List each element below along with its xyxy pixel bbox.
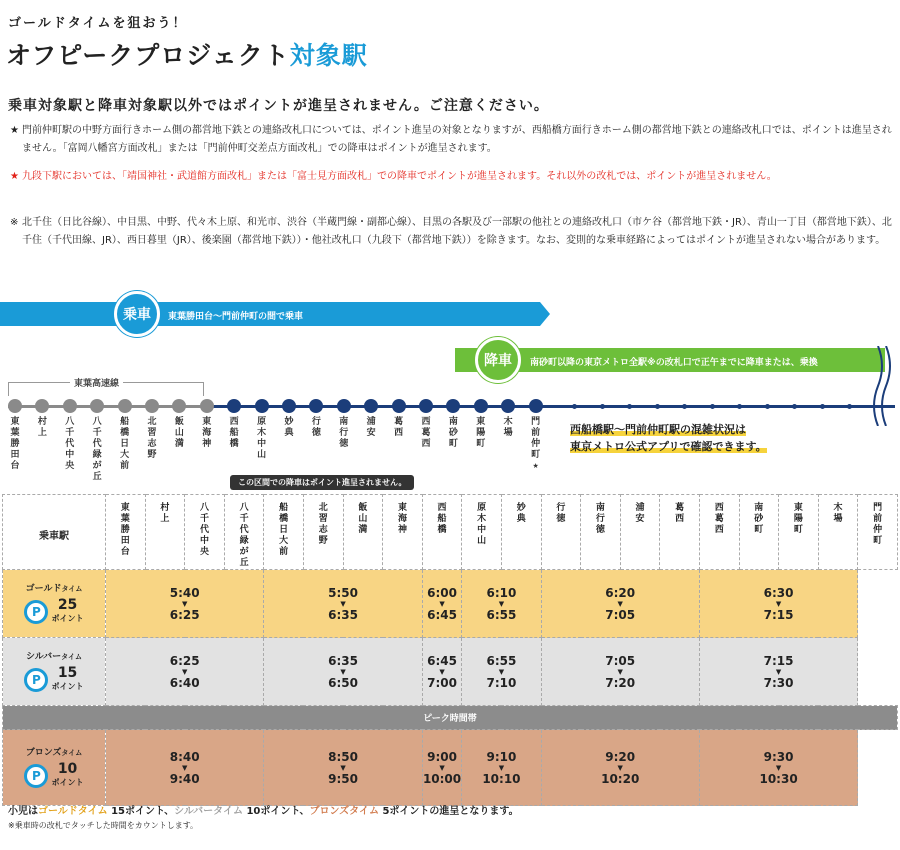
station-dot xyxy=(145,399,159,413)
callout-line-2: 東京メトロ公式アプリで確認できます。 xyxy=(570,440,767,453)
small-station-dot xyxy=(710,404,715,409)
title-main: オフピークプロジェクト xyxy=(6,41,290,70)
time-end: 6:50 xyxy=(328,675,358,690)
tap-time-note: ※乗車時の改札でタッチした時間をカウントします。 xyxy=(8,821,199,830)
time-end: 10:20 xyxy=(601,771,640,786)
point-icon: P xyxy=(24,600,48,624)
time-start: 6:45 xyxy=(427,653,457,668)
station-name: 妙 典 xyxy=(284,417,294,438)
station-dot xyxy=(90,399,104,413)
station-dot xyxy=(364,399,378,413)
station-name: 村 上 xyxy=(37,417,47,438)
down-arrow-icon: ▼ xyxy=(617,667,623,676)
point-icon: P xyxy=(24,764,48,788)
line-break-icon xyxy=(872,346,900,426)
station-name: 南 行 徳 xyxy=(339,417,349,449)
station-name: 葛 西 xyxy=(394,417,404,438)
time-end: 9:40 xyxy=(169,771,200,786)
down-arrow-icon: ▼ xyxy=(498,599,505,608)
fn-bronze: ブロンズタイム xyxy=(309,806,379,817)
point-icon: P xyxy=(24,668,48,692)
time-start: 9:00 xyxy=(427,749,457,764)
station-name: 南 砂 町 xyxy=(448,417,458,449)
silver-label-name: シルバー xyxy=(25,652,62,662)
time-end: 7:05 xyxy=(605,607,636,622)
time-end: 6:35 xyxy=(328,607,358,622)
note-3-mark: ※ xyxy=(10,217,19,228)
child-points-note xyxy=(8,802,519,817)
time-start: 9:20 xyxy=(605,749,636,764)
bronze-time-cell xyxy=(462,730,541,806)
down-arrow-icon: ▼ xyxy=(498,763,505,772)
note-1-text: 門前仲町駅の中野方面行きホーム側の都営地下鉄との連絡改札口については、ポイント進呈の対象となりますが、西船橋方面行きホーム側の都営地下鉄との連絡改札口では、ポイントは進呈されません。「富岡八幡宮方面改札」または「門前仲町交差点方面改札」での降車はポイントが進呈されます。 xyxy=(22,125,892,154)
header-cell: 西 船 橋 xyxy=(422,495,462,570)
small-station-dot xyxy=(627,404,632,409)
time-end: 9:50 xyxy=(328,771,358,786)
bronze-time-cell xyxy=(422,730,462,806)
fn-silver-pts: 10ポイント、 xyxy=(242,806,310,817)
time-end: 6:40 xyxy=(169,675,200,690)
subtitle: ゴールドタイムを狙おう！ xyxy=(8,16,188,31)
ride-text: 東葉勝田台〜門前仲町の間で乗車 xyxy=(168,312,304,322)
header-row xyxy=(3,495,898,570)
bronze-time-cell xyxy=(699,730,857,806)
down-arrow-icon: ▼ xyxy=(439,667,445,676)
gold-label xyxy=(3,570,106,638)
header-cell: 浦 安 xyxy=(620,495,660,570)
silver-time-cell xyxy=(541,638,699,706)
header-cell: 村 上 xyxy=(145,495,185,570)
down-arrow-icon: ▼ xyxy=(181,763,188,772)
fn-bronze-pts: 5ポイントの進呈となります。 xyxy=(378,806,519,817)
small-station-dot xyxy=(792,404,797,409)
bronze-row xyxy=(3,730,898,806)
time-start: 7:15 xyxy=(763,653,794,668)
bronze-points-unit: ポイント xyxy=(51,778,84,787)
bronze-time-cell xyxy=(541,730,699,806)
congestion-callout xyxy=(570,421,767,455)
down-arrow-icon: ▼ xyxy=(498,667,505,676)
small-station-dot xyxy=(682,404,687,409)
down-arrow-icon: ▼ xyxy=(439,599,445,608)
note-1-star-icon: ★ xyxy=(10,125,19,136)
station-dot xyxy=(172,399,186,413)
header-cell: 東 海 神 xyxy=(383,495,423,570)
time-end: 7:30 xyxy=(763,675,794,690)
down-arrow-icon: ▼ xyxy=(617,763,623,772)
station-name: 浦 安 xyxy=(366,417,376,438)
time-start: 8:50 xyxy=(328,749,358,764)
gold-time-cell xyxy=(699,570,857,638)
station-name: 船 橋 日 大 前 xyxy=(120,417,130,471)
station-name: 飯 山 満 xyxy=(174,417,184,449)
time-start: 6:10 xyxy=(486,585,517,600)
station-name: 東 陽 町 xyxy=(476,417,486,449)
time-start: 9:30 xyxy=(763,749,794,764)
header-cell: 葛 西 xyxy=(660,495,700,570)
note-1 xyxy=(8,122,896,158)
note-2-text: 九段下駅においては、「靖国神社・武道館方面改札」または「富士見方面改札」での降車でポイントが進呈されます。それ以外の改札では、ポイントが進呈されません。 xyxy=(22,171,777,182)
corner-cell: 乗車駅 xyxy=(3,495,106,570)
small-station-dot xyxy=(847,404,852,409)
note-2 xyxy=(8,168,896,186)
station-dot xyxy=(227,399,241,413)
bronze-time-cell xyxy=(264,730,422,806)
time-start: 6:25 xyxy=(169,653,200,668)
route-diagram xyxy=(0,290,900,490)
fn-silver: シルバータイム xyxy=(174,806,243,817)
gold-time-cell xyxy=(422,570,462,638)
down-arrow-icon: ▼ xyxy=(617,599,623,608)
time-start: 9:10 xyxy=(486,749,517,764)
station-dot xyxy=(255,399,269,413)
silver-row xyxy=(3,638,898,706)
header-cell: 原 木 中 山 xyxy=(462,495,502,570)
header-cell: 門 前 仲 町 xyxy=(858,495,898,570)
page-title xyxy=(6,36,368,72)
header-cell: 南 砂 町 xyxy=(739,495,779,570)
time-end: 7:20 xyxy=(605,675,636,690)
time-start: 6:00 xyxy=(427,585,457,600)
gold-time-cell xyxy=(462,570,541,638)
station-dot xyxy=(337,399,351,413)
down-arrow-icon: ▼ xyxy=(775,763,782,772)
time-end: 7:15 xyxy=(763,607,794,622)
station-name: 行 徳 xyxy=(311,417,321,438)
station-dot xyxy=(392,399,406,413)
fn-pre: 小児は xyxy=(8,806,38,817)
small-station-dot xyxy=(655,404,660,409)
time-start: 6:20 xyxy=(605,585,636,600)
silver-label-suffix: タイム xyxy=(61,653,83,661)
down-arrow-icon: ▼ xyxy=(340,599,346,608)
station-dot xyxy=(419,399,433,413)
timetable xyxy=(2,494,898,806)
gold-time-cell xyxy=(264,570,422,638)
time-start: 6:35 xyxy=(328,653,358,668)
gold-points-unit: ポイント xyxy=(51,614,84,623)
down-arrow-icon: ▼ xyxy=(775,599,782,608)
alight-text: 南砂町以降の東京メトロ全駅※の改札口で正午までに降車または、乗換 xyxy=(530,358,818,368)
time-end: 6:55 xyxy=(486,607,517,622)
bronze-time-cell xyxy=(106,730,264,806)
lead-text: 乗車対象駅と降車対象駅以外ではポイントが進呈されません。ご注意ください。 xyxy=(8,98,549,114)
silver-time-cell xyxy=(462,638,541,706)
header-cell: 南 行 徳 xyxy=(581,495,621,570)
down-arrow-icon: ▼ xyxy=(340,667,346,676)
station-dot xyxy=(474,399,488,413)
station-dot xyxy=(501,399,515,413)
time-end: 7:10 xyxy=(486,675,517,690)
silver-time-cell xyxy=(264,638,422,706)
silver-time-cell xyxy=(106,638,264,706)
header-cell: 東 陽 町 xyxy=(779,495,819,570)
station-name: 西 船 橋 xyxy=(229,417,239,449)
fn-gold-pts: 15ポイント、 xyxy=(107,806,175,817)
gold-points: 25 xyxy=(57,597,78,613)
station-name: 東 海 神 xyxy=(202,417,212,449)
time-start: 6:55 xyxy=(486,653,517,668)
ride-badge: 乗車 xyxy=(114,291,160,337)
header-cell: 木 場 xyxy=(818,495,858,570)
station-dot xyxy=(282,399,296,413)
gold-time-cell xyxy=(106,570,264,638)
station-name: 原 木 中 山 xyxy=(257,417,267,460)
down-arrow-icon: ▼ xyxy=(340,763,346,772)
station-dot xyxy=(529,399,543,413)
header-cell: 八 千 代 中 央 xyxy=(185,495,225,570)
header-cell: 北 習 志 野 xyxy=(303,495,343,570)
title-highlight: 対象駅 xyxy=(289,41,368,70)
small-station-dot xyxy=(600,404,605,409)
time-end: 10:10 xyxy=(482,771,521,786)
station-name: 北 習 志 野 xyxy=(147,417,157,460)
time-start: 7:05 xyxy=(605,653,636,668)
down-arrow-icon: ▼ xyxy=(181,599,188,608)
station-name: 東 葉 勝 田 台 xyxy=(10,417,20,471)
time-start: 5:50 xyxy=(328,585,358,600)
time-end: 6:25 xyxy=(169,607,200,622)
note-2-star-icon: ★ xyxy=(10,171,19,182)
note-3 xyxy=(8,214,896,250)
header-cell: 西 葛 西 xyxy=(699,495,739,570)
station-name: 八 千 代 中 央 xyxy=(65,417,75,471)
toyo-line-label: 東葉高速線 xyxy=(70,376,123,389)
small-station-dot xyxy=(737,404,742,409)
silver-time-cell xyxy=(422,638,462,706)
silver-points: 15 xyxy=(57,665,78,681)
station-name: 木 場 xyxy=(503,417,513,438)
alight-badge: 降車 xyxy=(475,337,521,383)
down-arrow-icon: ▼ xyxy=(775,667,782,676)
gold-label-suffix: タイム xyxy=(61,585,83,593)
bronze-label xyxy=(3,730,106,806)
header-cell: 行 徳 xyxy=(541,495,581,570)
header-cell: 東 葉 勝 田 台 xyxy=(106,495,146,570)
small-station-dot xyxy=(765,404,770,409)
silver-time-cell xyxy=(699,638,857,706)
time-end: 10:00 xyxy=(422,771,462,786)
station-dot xyxy=(8,399,22,413)
fn-gold: ゴールドタイム xyxy=(38,806,108,817)
station-dot xyxy=(446,399,460,413)
gold-time-cell xyxy=(541,570,699,638)
station-dot xyxy=(63,399,77,413)
station-name: 八 千 代 緑 が 丘 xyxy=(92,417,102,482)
down-arrow-icon: ▼ xyxy=(181,667,188,676)
station-name: 西 葛 西 xyxy=(421,417,431,449)
time-start: 6:30 xyxy=(763,585,794,600)
silver-label xyxy=(3,638,106,706)
small-station-dot xyxy=(820,404,825,409)
time-end: 10:30 xyxy=(759,771,798,786)
station-dot xyxy=(118,399,132,413)
header-cell: 船 橋 日 大 前 xyxy=(264,495,304,570)
bronze-label-name: ブロンズ xyxy=(25,748,62,758)
time-end: 6:45 xyxy=(427,607,457,622)
callout-line-1: 西船橋駅〜門前仲町駅の混雑状況は xyxy=(570,423,746,436)
peak-label: ピーク時間帯 xyxy=(3,706,898,730)
small-station-dot xyxy=(572,404,577,409)
silver-points-unit: ポイント xyxy=(51,682,84,691)
peak-row xyxy=(3,706,898,730)
station-dot xyxy=(309,399,323,413)
bronze-label-suffix: タイム xyxy=(61,749,83,757)
no-points-label: この区間での降車はポイント進呈されません。 xyxy=(230,475,414,490)
time-end: 7:00 xyxy=(427,675,457,690)
time-start: 8:40 xyxy=(169,749,200,764)
station-name: 門 前 仲 町 ★ xyxy=(531,417,541,470)
gold-label-name: ゴールド xyxy=(25,584,62,594)
header-cell: 飯 山 満 xyxy=(343,495,383,570)
station-dot xyxy=(35,399,49,413)
down-arrow-icon: ▼ xyxy=(439,763,445,772)
station-dot xyxy=(200,399,214,413)
gold-row xyxy=(3,570,898,638)
bronze-points: 10 xyxy=(57,761,78,777)
header-cell: 八 千 代 緑 が 丘 xyxy=(224,495,264,570)
time-start: 5:40 xyxy=(169,585,200,600)
header-cell: 妙 典 xyxy=(501,495,541,570)
note-3-text: 北千住（日比谷線）、中目黒、中野、代々木上原、和光市、渋谷（半蔵門線・副都心線）、目黒の各駅及び一部駅の他社との連絡改札口（市ケ谷（都営地下鉄・JR）、青山一丁目（都営地下鉄）、北千住（千代田線、JR）、西日暮里（JR）、後楽園（都営地下鉄））・他社改札口（九段下（都営地下鉄））を除きます。なお、変則的な乗車経路によってはポイントが進呈されない場合があります。 xyxy=(22,217,892,246)
